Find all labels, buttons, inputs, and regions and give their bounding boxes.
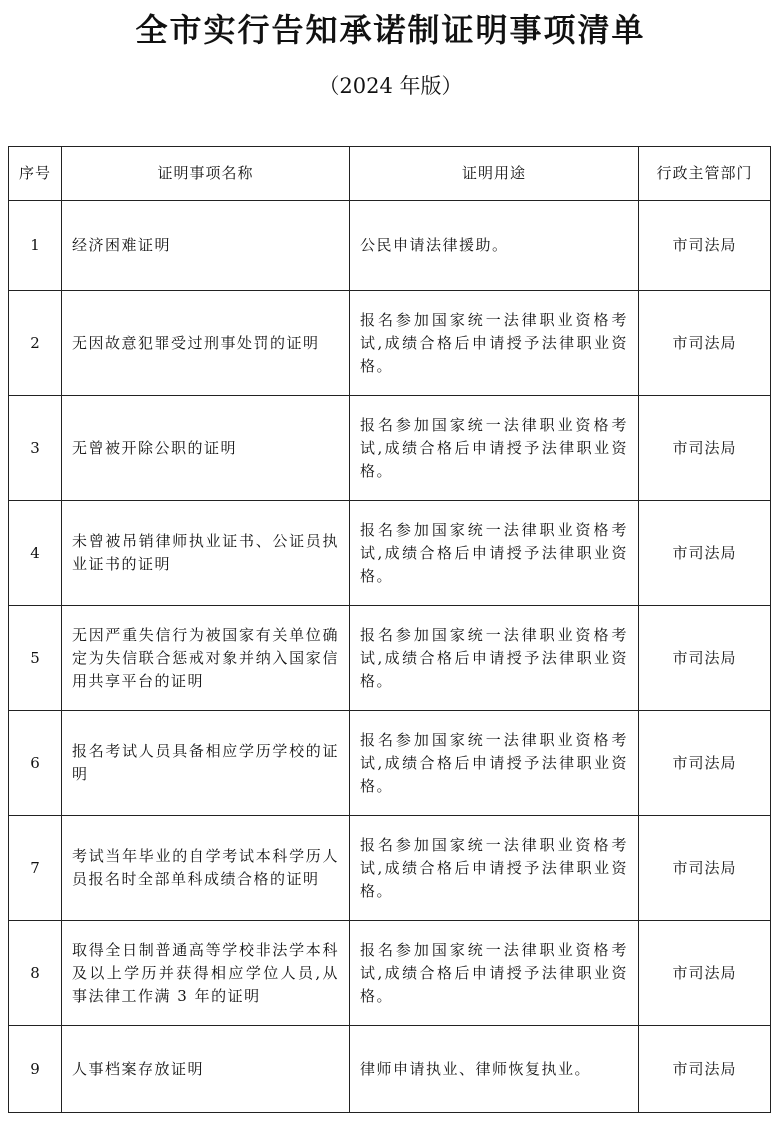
row-item-name: 考试当年毕业的自学考试本科学历人员报名时全部单科成绩合格的证明 bbox=[62, 816, 350, 921]
row-purpose: 报名参加国家统一法律职业资格考试,成绩合格后申请授予法律职业资格。 bbox=[350, 711, 639, 816]
header-department: 行政主管部门 bbox=[639, 147, 771, 201]
row-index: 5 bbox=[9, 606, 62, 711]
table-row bbox=[9, 291, 771, 396]
row-item-name: 无因故意犯罪受过刑事处罚的证明 bbox=[62, 291, 350, 396]
row-department: 市司法局 bbox=[639, 606, 771, 711]
table-row bbox=[9, 606, 771, 711]
row-item-name: 未曾被吊销律师执业证书、公证员执业证书的证明 bbox=[62, 501, 350, 606]
table-row bbox=[9, 396, 771, 501]
row-item-name: 经济困难证明 bbox=[62, 201, 350, 291]
table-row bbox=[9, 1026, 771, 1113]
page-title: 全市实行告知承诺制证明事项清单 bbox=[135, 11, 646, 49]
header-index: 序号 bbox=[9, 147, 62, 201]
row-index: 3 bbox=[9, 396, 62, 501]
row-item-name: 无曾被开除公职的证明 bbox=[62, 396, 350, 501]
row-index: 7 bbox=[9, 816, 62, 921]
row-purpose: 公民申请法律援助。 bbox=[350, 201, 639, 291]
table-row bbox=[9, 921, 771, 1026]
row-department: 市司法局 bbox=[639, 501, 771, 606]
row-index: 8 bbox=[9, 921, 62, 1026]
row-purpose: 报名参加国家统一法律职业资格考试,成绩合格后申请授予法律职业资格。 bbox=[350, 816, 639, 921]
row-purpose: 报名参加国家统一法律职业资格考试,成绩合格后申请授予法律职业资格。 bbox=[350, 606, 639, 711]
certification-list-table bbox=[8, 146, 771, 1113]
row-department: 市司法局 bbox=[639, 291, 771, 396]
header-purpose: 证明用途 bbox=[350, 147, 639, 201]
page-subtitle: （2024 年版） bbox=[318, 74, 463, 98]
row-item-name: 取得全日制普通高等学校非法学本科及以上学历并获得相应学位人员,从事法律工作满 3 年的证明 bbox=[62, 921, 350, 1026]
row-purpose: 报名参加国家统一法律职业资格考试,成绩合格后申请授予法律职业资格。 bbox=[350, 501, 639, 606]
table-row bbox=[9, 816, 771, 921]
row-purpose: 报名参加国家统一法律职业资格考试,成绩合格后申请授予法律职业资格。 bbox=[350, 291, 639, 396]
table-row bbox=[9, 501, 771, 606]
row-purpose: 报名参加国家统一法律职业资格考试,成绩合格后申请授予法律职业资格。 bbox=[350, 396, 639, 501]
row-purpose: 律师申请执业、律师恢复执业。 bbox=[350, 1026, 639, 1113]
table-row bbox=[9, 711, 771, 816]
row-department: 市司法局 bbox=[639, 816, 771, 921]
row-department: 市司法局 bbox=[639, 396, 771, 501]
header-item-name: 证明事项名称 bbox=[62, 147, 350, 201]
row-item-name: 报名考试人员具备相应学历学校的证明 bbox=[62, 711, 350, 816]
row-index: 2 bbox=[9, 291, 62, 396]
row-department: 市司法局 bbox=[639, 1026, 771, 1113]
row-index: 9 bbox=[9, 1026, 62, 1113]
row-index: 6 bbox=[9, 711, 62, 816]
row-index: 1 bbox=[9, 201, 62, 291]
table-header-row bbox=[9, 147, 771, 201]
row-item-name: 无因严重失信行为被国家有关单位确定为失信联合惩戒对象并纳入国家信用共享平台的证明 bbox=[62, 606, 350, 711]
row-purpose: 报名参加国家统一法律职业资格考试,成绩合格后申请授予法律职业资格。 bbox=[350, 921, 639, 1026]
row-department: 市司法局 bbox=[639, 201, 771, 291]
row-index: 4 bbox=[9, 501, 62, 606]
table-row bbox=[9, 201, 771, 291]
row-department: 市司法局 bbox=[639, 921, 771, 1026]
row-item-name: 人事档案存放证明 bbox=[62, 1026, 350, 1113]
row-department: 市司法局 bbox=[639, 711, 771, 816]
